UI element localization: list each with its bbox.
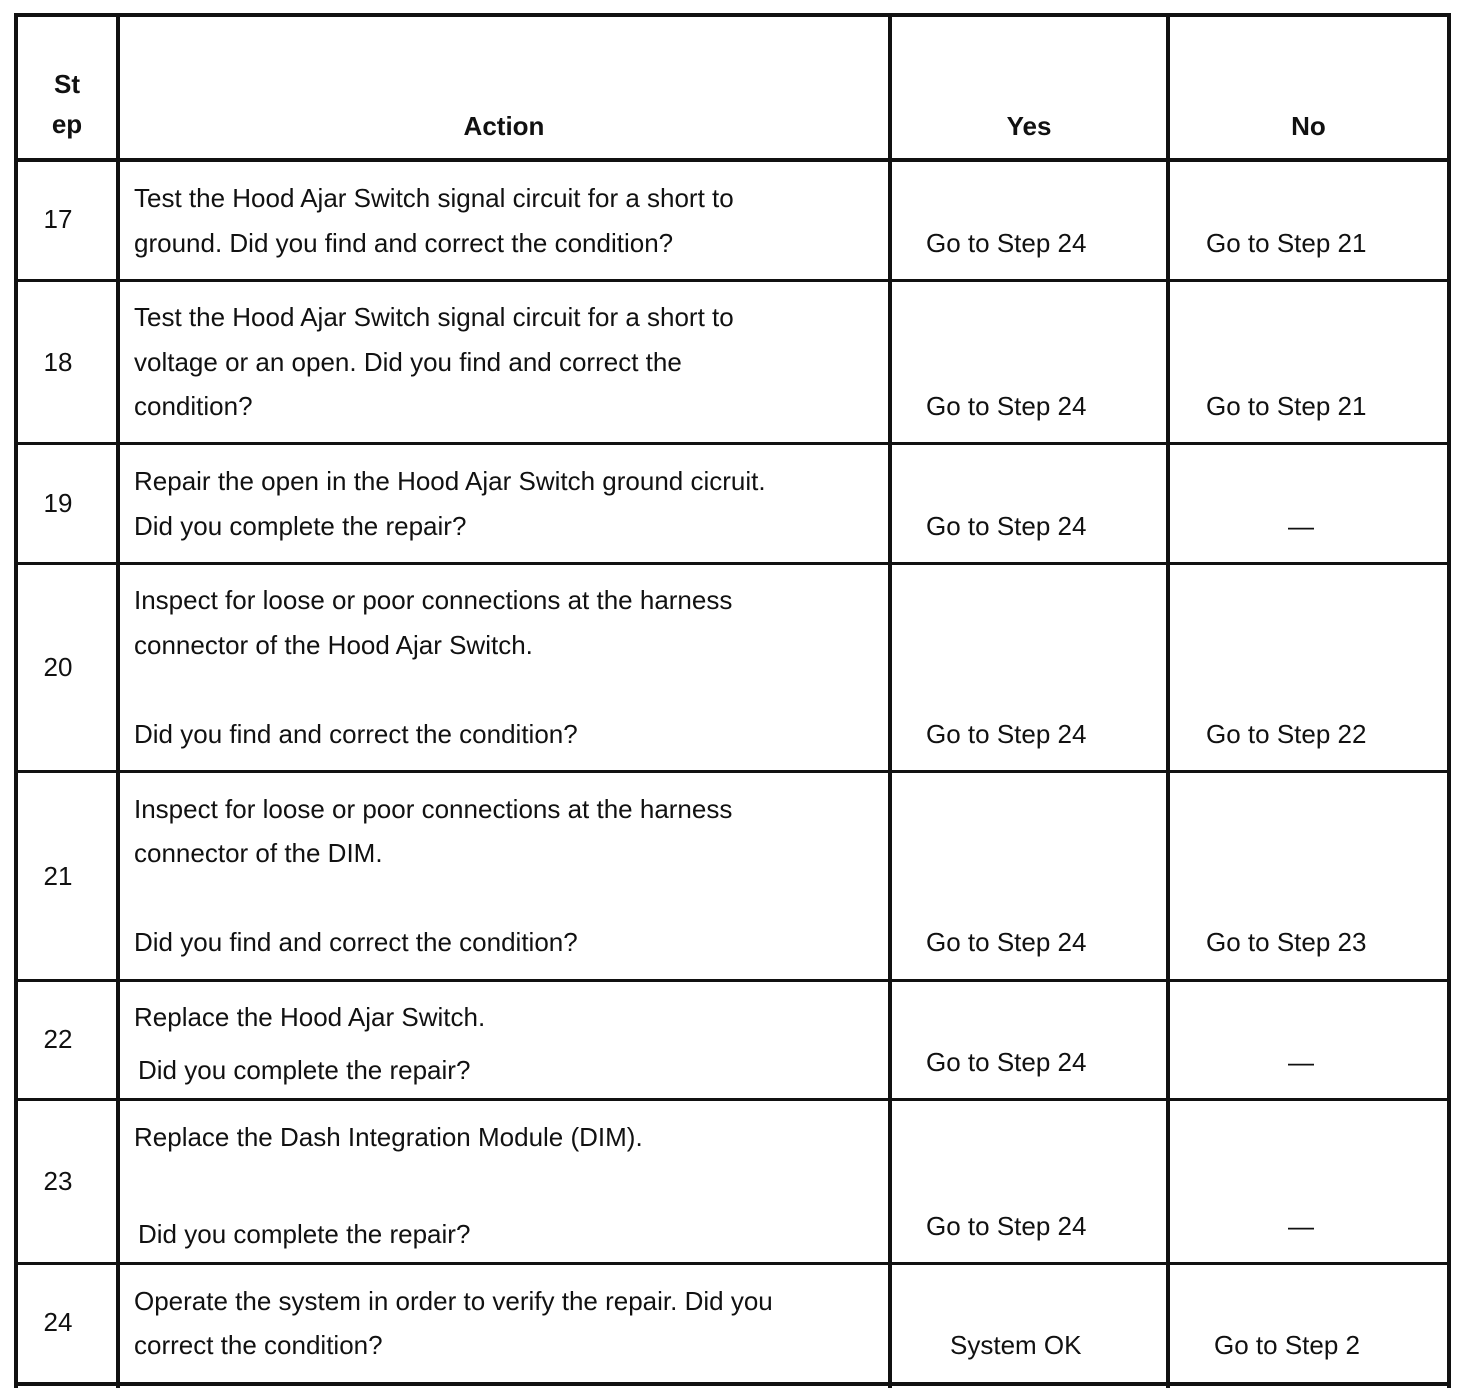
yes-result: Go to Step 24: [926, 1047, 1087, 1077]
no-result: —: [1288, 511, 1314, 541]
row-divider: [14, 1098, 1451, 1101]
row-divider: [14, 770, 1451, 773]
action-text: Did you find and correct the condition?: [134, 719, 578, 749]
yes-result: System OK: [950, 1330, 1082, 1360]
action-text: Repair the open in the Hood Ajar Switch ground cicruit.: [134, 466, 766, 496]
action-text: Inspect for loose or poor connections at the harness: [134, 794, 733, 824]
yes-result: Go to Step 24: [926, 1211, 1087, 1241]
action-text: Test the Hood Ajar Switch signal circuit for a short to: [134, 183, 734, 213]
yes-result: Go to Step 24: [926, 391, 1087, 421]
action-text: Did you complete the repair?: [134, 511, 467, 541]
yes-result: Go to Step 24: [926, 511, 1087, 541]
step-number: 19: [43, 488, 73, 518]
action-text: Test the Hood Ajar Switch signal circuit for a short to: [134, 302, 734, 332]
step-number: 22: [43, 1024, 73, 1054]
header-yes: Yes: [1006, 111, 1052, 141]
action-text: ground. Did you find and correct the condition?: [134, 228, 674, 258]
action-text: connector of the Hood Ajar Switch.: [134, 630, 533, 660]
step-number: 24: [43, 1307, 73, 1337]
action-text: Did you complete the repair?: [138, 1055, 471, 1085]
header-step-line1: St: [54, 69, 80, 99]
action-text: voltage or an open. Did you find and correct the: [134, 347, 682, 377]
no-result: —: [1288, 1047, 1314, 1077]
header-step-line2: ep: [51, 109, 83, 139]
action-text: condition?: [134, 391, 253, 421]
action-text: Did you find and correct the condition?: [134, 927, 578, 957]
row-divider: [14, 562, 1451, 565]
step-number: 17: [43, 204, 73, 234]
action-text: Inspect for loose or poor connections at the harness: [134, 585, 733, 615]
header-step: [18, 64, 116, 144]
action-text: Replace the Dash Integration Module (DIM).: [134, 1122, 643, 1152]
row-divider: [14, 158, 1451, 162]
step-number: 18: [43, 347, 73, 377]
no-result: Go to Step 21: [1206, 228, 1367, 258]
yes-result: Go to Step 24: [926, 719, 1087, 749]
step-number: 20: [43, 652, 73, 682]
table-border-top: [14, 13, 1451, 17]
no-result: —: [1288, 1211, 1314, 1241]
step-number: 21: [43, 861, 73, 891]
action-text: Did you complete the repair?: [138, 1219, 471, 1249]
no-result: Go to Step 22: [1206, 719, 1367, 749]
action-text: Operate the system in order to verify the repair. Did you: [134, 1286, 773, 1316]
step-number: 23: [43, 1166, 73, 1196]
row-divider: [14, 279, 1451, 282]
no-result: Go to Step 2: [1214, 1330, 1360, 1360]
table-border-right: [1447, 13, 1451, 1388]
no-result: Go to Step 23: [1206, 927, 1367, 957]
action-text: correct the condition?: [134, 1330, 383, 1360]
row-divider: [14, 442, 1451, 445]
column-divider: [888, 13, 892, 1388]
no-result: Go to Step 21: [1206, 391, 1367, 421]
action-text: Replace the Hood Ajar Switch.: [134, 1002, 486, 1032]
yes-result: Go to Step 24: [926, 228, 1087, 258]
column-divider: [1166, 13, 1170, 1388]
header-action: Action: [463, 111, 545, 141]
column-divider: [116, 13, 120, 1388]
header-no: No: [1291, 111, 1326, 141]
row-divider: [14, 1262, 1451, 1265]
yes-result: Go to Step 24: [926, 927, 1087, 957]
row-divider: [14, 979, 1451, 982]
table-border-bottom: [14, 1382, 1451, 1386]
action-text: connector of the DIM.: [134, 838, 383, 868]
